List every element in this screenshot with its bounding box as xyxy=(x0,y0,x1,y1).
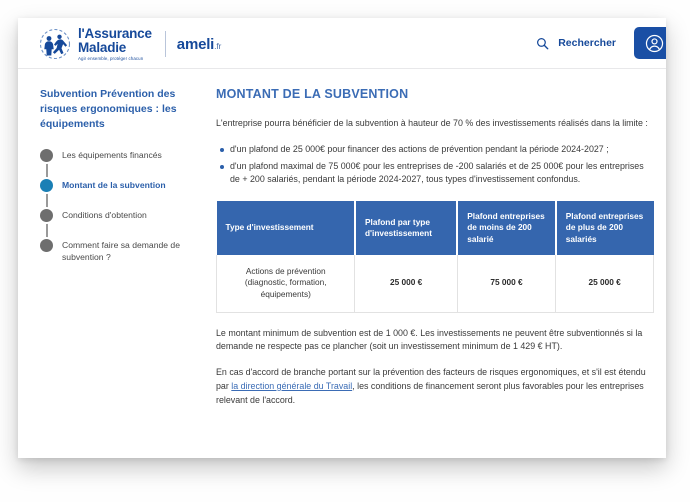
main-content xyxy=(196,87,666,420)
page-card xyxy=(18,18,666,458)
accord-text-before: En cas d'accord de branche portant sur la prévention des facteurs de risques ergonomiques, et s'il est étendu par xyxy=(216,367,646,391)
assurance-maladie-figures-icon xyxy=(38,27,72,61)
table-cell-plus-200: 25 000 € xyxy=(556,255,654,312)
table-header xyxy=(217,201,654,255)
accord-text-after: , les conditions de financement seront plus favorables pour les entreprises relevant de l'accord. xyxy=(216,380,644,405)
table-cell-plafond-type: 25 000 € xyxy=(355,255,457,312)
nav-dot-icon xyxy=(40,209,53,222)
search-button-label: Rechercher xyxy=(558,37,616,49)
sidebar-item-equipements-finances[interactable] xyxy=(40,149,196,162)
list-item: d'un plafond maximal de 75 000€ pour les entreprises de -200 salariés et de 25 000€ pour les entreprises de + 200 salariés, pendant la période 2024-2027, tous types d'investissement confondus. xyxy=(230,160,654,188)
header-actions xyxy=(536,27,666,59)
sidebar-nav xyxy=(40,149,196,263)
dgt-link[interactable]: la direction générale du Travail xyxy=(231,380,353,391)
site-header xyxy=(18,18,666,69)
table-cell-type: Actions de prévention (diagnostic, formation, équipements) xyxy=(217,255,355,312)
table-cell-moins-200: 75 000 € xyxy=(457,255,556,312)
table-column-header-moins-200: Plafond entreprises de moins de 200 salarié xyxy=(457,201,556,255)
account-button[interactable] xyxy=(634,27,666,59)
nav-dot-icon xyxy=(40,149,53,162)
logo-line-1: l'Assurance xyxy=(78,25,152,41)
ameli-name: ameli xyxy=(176,35,215,53)
ameli-tld: .fr xyxy=(214,40,222,51)
site-logo[interactable] xyxy=(38,26,221,62)
nav-dot-icon-active xyxy=(40,179,53,192)
sidebar-item-montant-subvention[interactable] xyxy=(40,179,196,192)
list-item: d'un plafond de 25 000€ pour financer des actions de prévention pendant la période 2024-2027 ; xyxy=(230,143,654,157)
sidebar-item-label: Conditions d'obtention xyxy=(62,209,147,220)
table-body xyxy=(217,255,654,312)
nav-connector-line xyxy=(46,155,48,239)
sidebar-item-label: Comment faire sa demande de subvention ? xyxy=(62,239,180,262)
accord-branche-paragraph xyxy=(216,366,654,407)
table-column-header-plafond-type: Plafond par type d'investissement xyxy=(355,201,457,255)
minimum-amount-paragraph: Le montant minimum de subvention est de 1 000 €. Les investissements ne peuvent être subventionnés si la demande ne respecte pas ce plancher (soit un investissement minimum de 1 429 € HT). xyxy=(216,327,643,352)
page-body xyxy=(18,69,666,420)
sidebar-item-label: Les équipements financés xyxy=(62,149,162,160)
ameli-wordmark xyxy=(177,36,221,53)
subvention-table xyxy=(216,201,654,312)
table-column-header-plus-200: Plafond entreprises de plus de 200 salariés xyxy=(556,201,654,255)
user-circle-icon xyxy=(645,34,664,53)
nav-dot-icon xyxy=(40,239,53,252)
sidebar-item-conditions-obtention[interactable] xyxy=(40,209,196,222)
search-button[interactable] xyxy=(536,37,616,50)
sidebar-item-comment-faire-demande[interactable] xyxy=(40,239,196,263)
sidebar xyxy=(18,87,196,420)
sidebar-item-label: Montant de la subvention xyxy=(62,179,166,190)
logo-wordmark xyxy=(78,27,152,62)
search-icon xyxy=(536,37,549,50)
table-header-row xyxy=(217,201,654,255)
table-column-header-type: Type d'investissement xyxy=(217,201,355,255)
sidebar-title: Subvention Prévention des risques ergonomiques : les équipements xyxy=(40,88,177,131)
logo-divider xyxy=(165,31,166,57)
page-title: MONTANT DE LA SUBVENTION xyxy=(216,87,409,101)
logo-tagline: Agir ensemble, protéger chacun xyxy=(78,56,144,62)
table-row xyxy=(217,255,654,312)
intro-paragraph: L'entreprise pourra bénéficier de la subvention à hauteur de 70 % des investissements réalisés dans la limite : xyxy=(216,118,648,128)
limits-bullet-list xyxy=(216,143,654,187)
logo-line-2: Maladie xyxy=(78,40,127,56)
